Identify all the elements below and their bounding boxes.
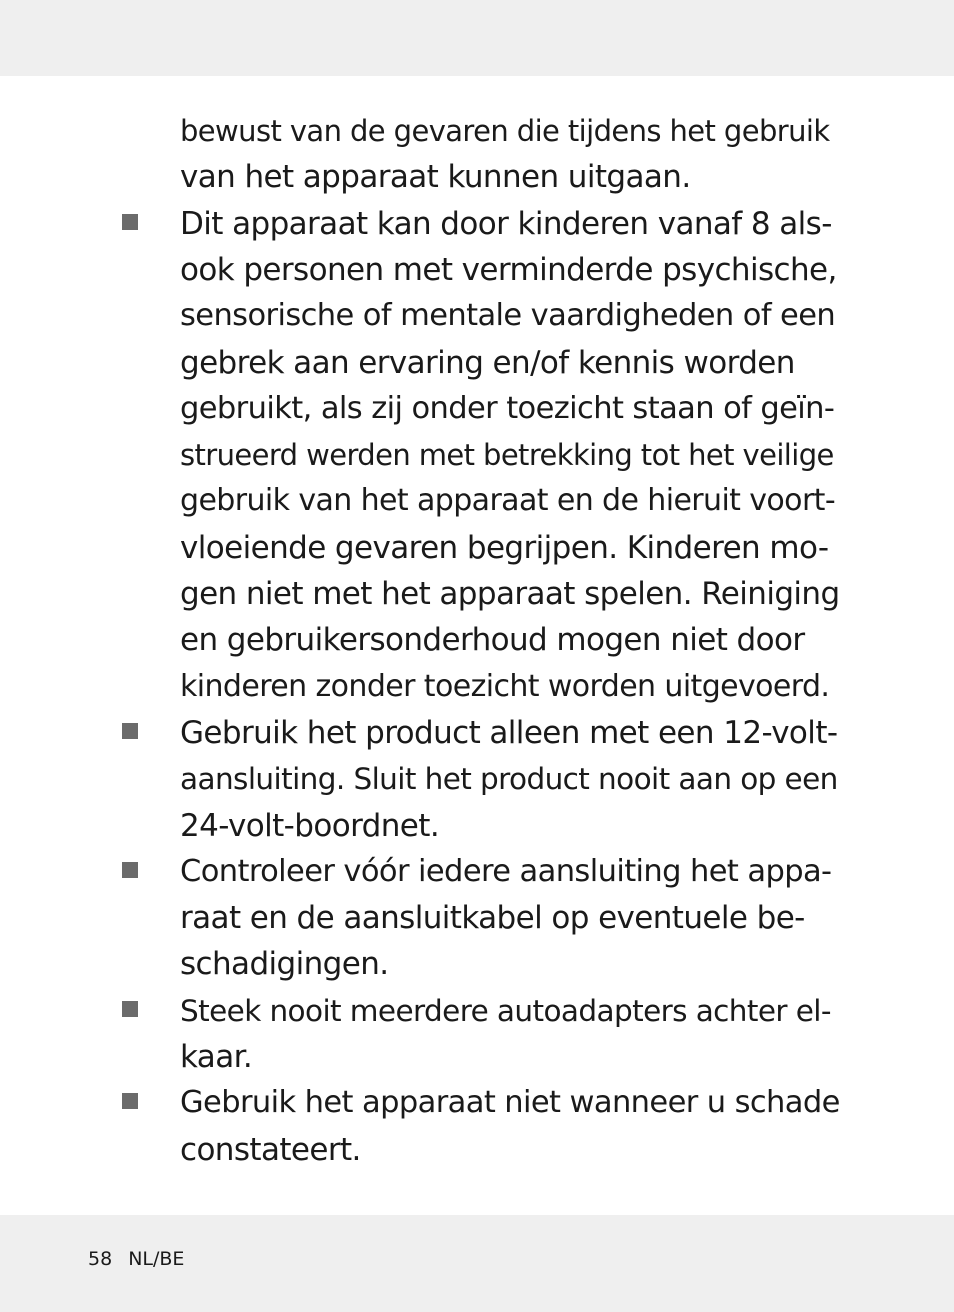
text-line: schadigingen.: [180, 946, 389, 982]
page-number: 58: [88, 1248, 113, 1270]
text-line: gen niet met het apparaat spelen. Reiniging: [180, 576, 840, 612]
text-line: Dit apparaat kan door kinderen vanaf 8 als-: [180, 206, 832, 242]
text-line: kaar.: [180, 1039, 253, 1075]
bullet-icon: [122, 723, 138, 739]
text-line: vloeiende gevaren begrijpen. Kinderen mo-: [180, 530, 829, 566]
text-line: gebruik van het apparaat en de hieruit voort-: [180, 483, 836, 518]
header-band: [0, 0, 954, 76]
page-footer: [88, 1246, 184, 1272]
text-line: Gebruik het apparaat niet wanneer u schade: [180, 1085, 840, 1120]
text-line: gebrek aan ervaring en/of kennis worden: [180, 345, 795, 381]
text-line: aansluiting. Sluit het product nooit aan op een: [180, 762, 838, 796]
text-line: strueerd werden met betrekking tot het veilige: [180, 438, 834, 472]
bullet-icon: [122, 862, 138, 878]
text-line: Controleer vóór iedere aansluiting het appa-: [180, 854, 832, 889]
bullet-icon: [122, 1001, 138, 1017]
text-line: Gebruik het product alleen met een 12-volt-: [180, 715, 838, 751]
text-line: constateert.: [180, 1132, 361, 1168]
text-line: gebruikt, als zij onder toezicht staan of geïn-: [180, 391, 835, 426]
text-line: Steek nooit meerdere autoadapters achter el-: [180, 994, 831, 1028]
text-line: kinderen zonder toezicht worden uitgevoerd.: [180, 669, 830, 704]
text-line: van het apparaat kunnen uitgaan.: [180, 159, 691, 195]
bullet-icon: [122, 214, 138, 230]
text-line: bewust van de gevaren die tijdens het gebruik: [180, 114, 830, 148]
text-line: raat en de aansluitkabel op eventuele be-: [180, 900, 805, 936]
text-line: 24-volt-boordnet.: [180, 808, 440, 844]
text-line: en gebruikersonderhoud mogen niet door: [180, 622, 805, 658]
language-code: NL/BE: [128, 1248, 185, 1270]
text-line: sensorische of mentale vaardigheden of een: [180, 298, 836, 333]
bullet-icon: [122, 1093, 138, 1109]
text-line: ook personen met verminderde psychische,: [180, 252, 837, 288]
